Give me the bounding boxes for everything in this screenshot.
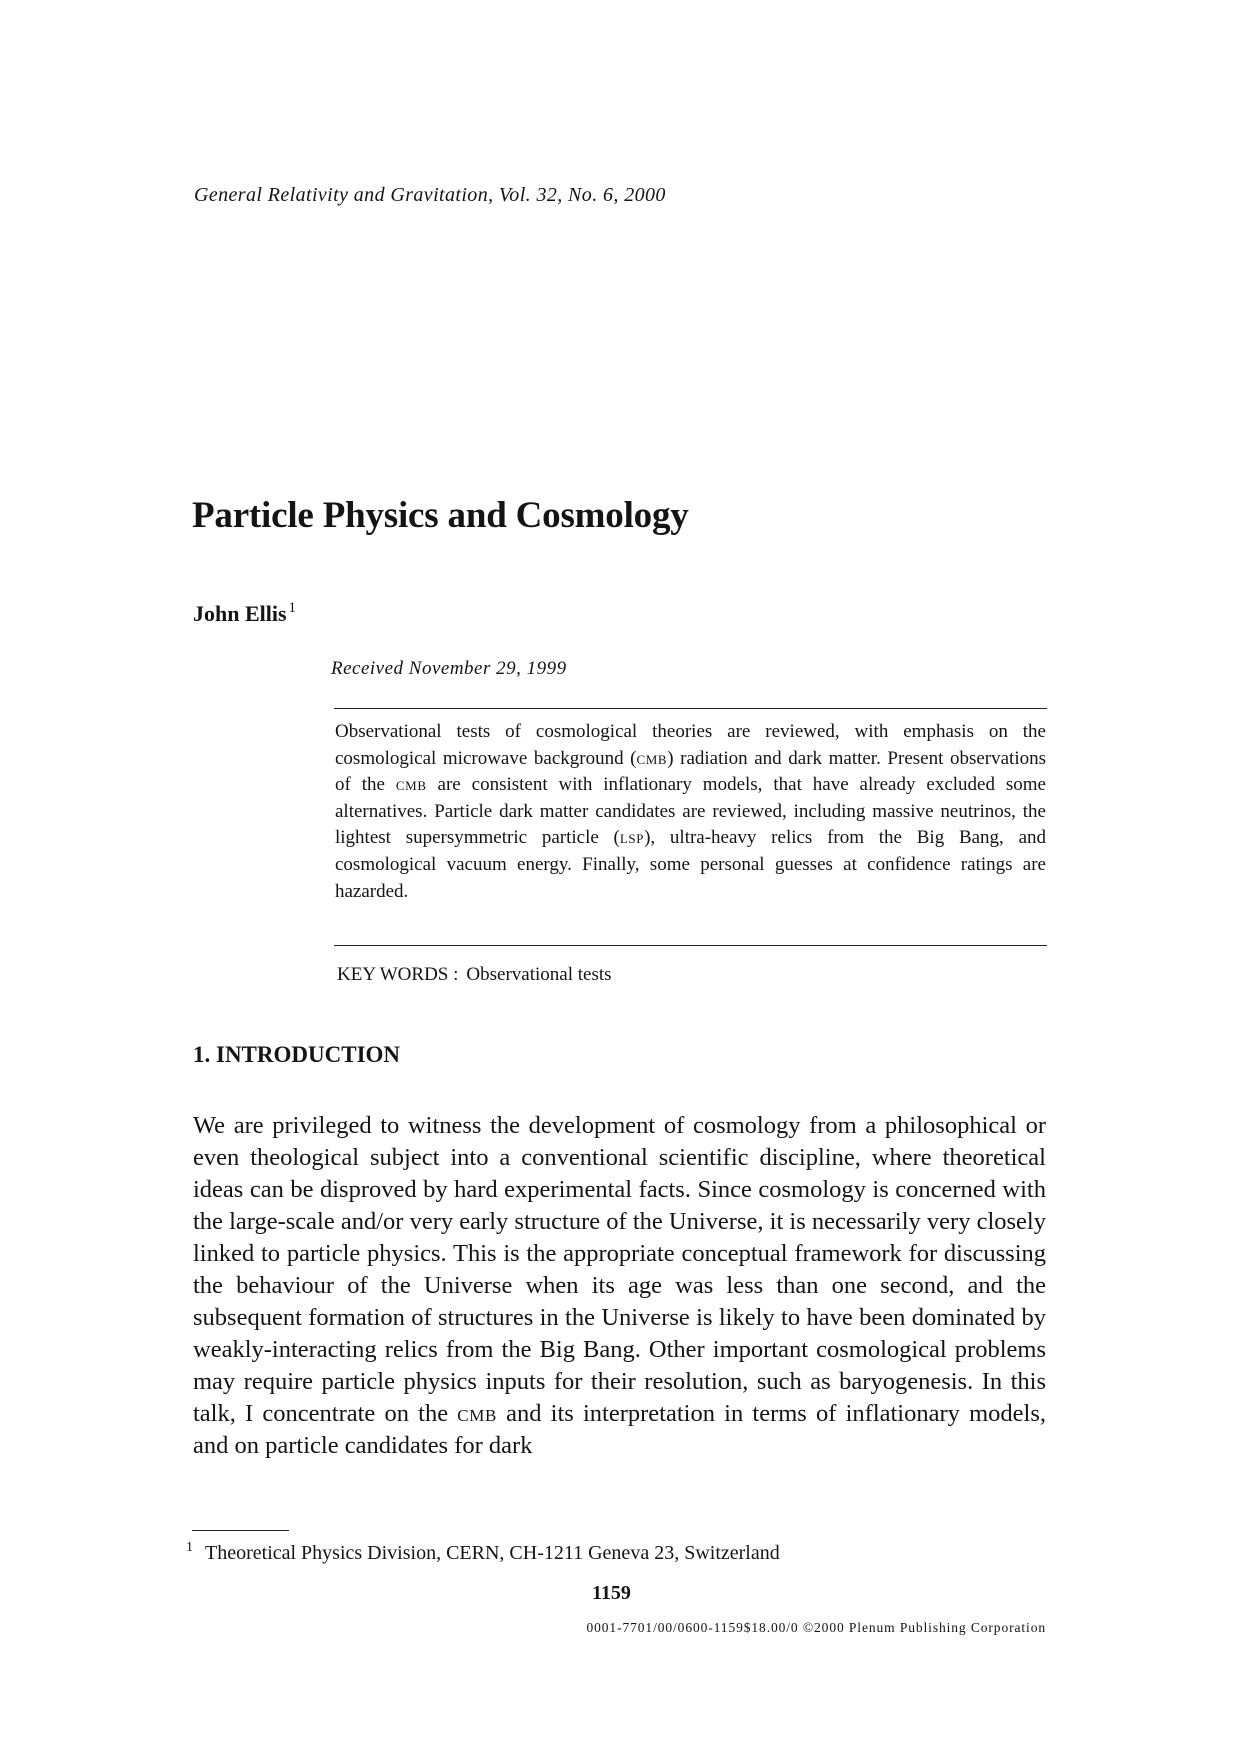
author <box>193 600 296 627</box>
section-heading: 1. INTRODUCTION <box>193 1042 401 1067</box>
copyright-line: 0001-7701/00/0600-1159$18.00/0 ©2000 Plenum Publishing Corporation <box>586 1620 1046 1635</box>
abstract-acronym-lsp: lsp <box>619 827 645 849</box>
abstract-top-rule <box>334 708 1047 709</box>
abstract-text-4: ), ultra-heavy relics from the Big Bang, and cosmological vacuum energy. Finally, some personal guesses at confidence ratings are hazarded. <box>335 827 1047 902</box>
received-date: Received November 29, 1999 <box>331 658 567 679</box>
keywords-value: Observational tests <box>466 964 612 985</box>
footnote-mark: 1 <box>186 1540 193 1555</box>
introduction-paragraph <box>193 1110 1046 1462</box>
author-footnote-mark: 1 <box>288 600 297 616</box>
abstract <box>335 719 1046 905</box>
footnote <box>186 1540 780 1565</box>
page-number: 1159 <box>592 1582 631 1604</box>
paper-title: Particle Physics and Cosmology <box>192 495 689 536</box>
journal-citation: General Relativity and Gravitation, Vol. 32, No. 6, 2000 <box>194 184 666 206</box>
intro-text-2: and its interpretation in terms of inflationary models, and on particle candidates for dark <box>193 1400 1046 1459</box>
footnote-text: Theoretical Physics Division, CERN, CH-1211 Geneva 23, Switzerland <box>205 1542 780 1564</box>
intro-text-1: We are privileged to witness the development of cosmology from a philosophical or even theological subject into a conventional scientific discipline, where theoretical ideas can be disproved by hard experimental facts. Since cosmology is concerned with the large-scale and/or very early structure of the Universe, it is necessarily very closely linked to particle physics. This is the appropriate conceptual framework for discussing the behaviour of the Universe when its age was less than one second, and the subsequent formation of structures in the Universe is likely to have been dominated by weakly-interacting relics from the Big Bang. Other important cosmological problems may require particle physics inputs for their resolution, such as baryogenesis. In this talk, I concentrate on the <box>193 1112 1046 1427</box>
abstract-bottom-rule <box>334 945 1047 946</box>
keywords <box>337 964 612 986</box>
keywords-label: KEY WORDS : <box>337 964 459 985</box>
author-name: John Ellis <box>193 601 287 626</box>
abstract-text-3: are consistent with inflationary models, that have already excluded some alternatives. Particle dark matter candidates are reviewed, including massive neutrinos, the lightest supersymmetric particle ( <box>335 774 1046 849</box>
abstract-acronym-cmb: cmb <box>636 747 668 769</box>
abstract-text-1: Observational tests of cosmological theories are reviewed, with emphasis on the cosmological microwave background ( <box>335 721 1046 769</box>
footnote-rule <box>192 1530 289 1531</box>
intro-acronym-cmb: cmb <box>457 1400 497 1427</box>
abstract-acronym-cmb-2: cmb <box>395 774 427 796</box>
abstract-text-2: ) radiation and dark matter. Present observations of the <box>335 747 1046 796</box>
